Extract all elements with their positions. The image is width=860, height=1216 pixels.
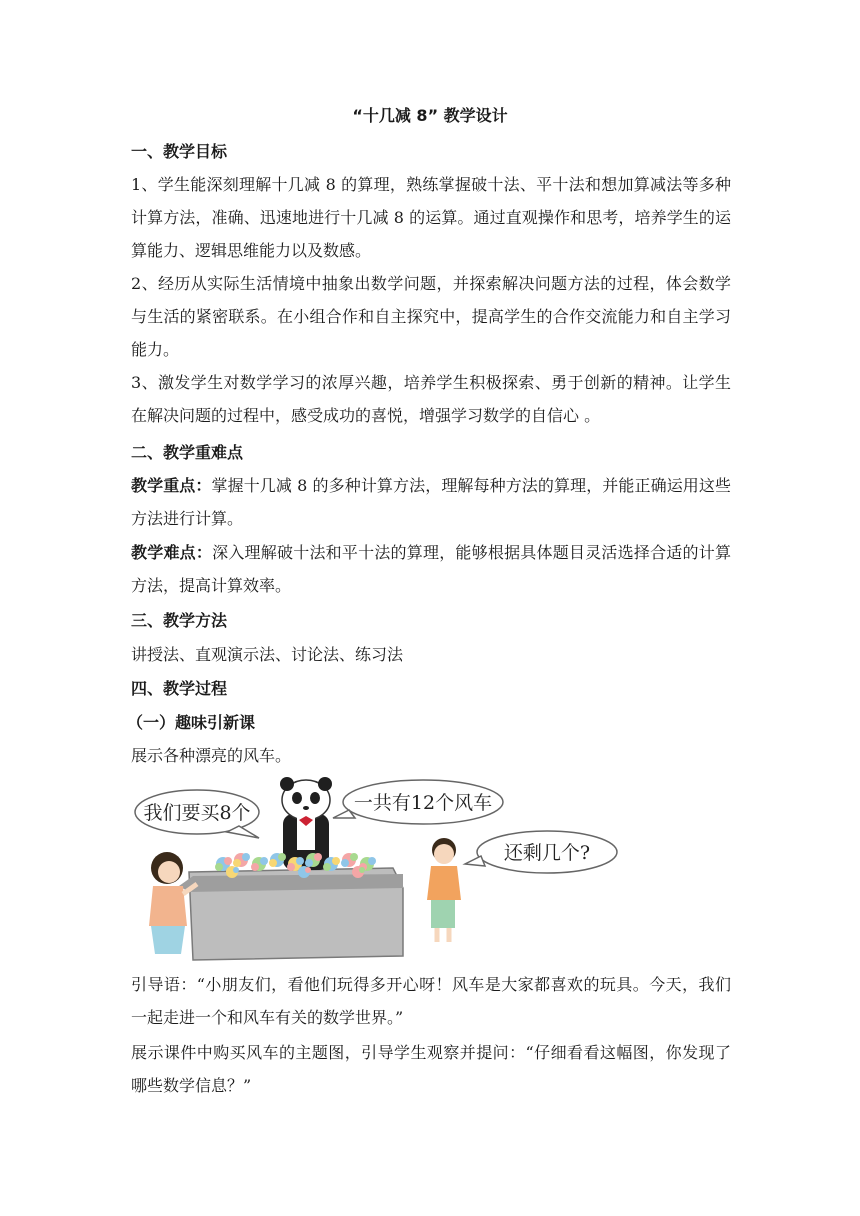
difficulty-paragraph bbox=[131, 536, 731, 602]
show-courseware-paragraph: 展示课件中购买风车的主题图，引导学生观察并提问：“仔细看看这幅图，你发现了哪些数学信息？” bbox=[131, 1043, 731, 1095]
goal-3-paragraph: 3、激发学生对数学学习的浓厚兴趣，培养学生积极探索、勇于创新的精神。让学生在解决问题的过程中，感受成功的喜悦，增强学习数学的自信心 。 bbox=[131, 373, 731, 425]
show-windmills-text: 展示各种漂亮的风车。 bbox=[131, 746, 292, 765]
section-heading-process: 四、教学过程 bbox=[131, 679, 228, 698]
windmill-shop-illustration bbox=[131, 776, 621, 962]
panda-figure bbox=[280, 777, 332, 870]
speech-bubble-top bbox=[333, 780, 503, 824]
guide-paragraph: 引导语：“小朋友们，看他们玩得多开心呀！风车是大家都喜欢的玩具。今天，我们一起走进一个和风车有关的数学世界。” bbox=[131, 975, 731, 1027]
bubble-left-text: 我们要买8个 bbox=[143, 802, 251, 824]
key-point-text: 掌握十几减 8 的多种计算方法，理解每种方法的算理，并能正确运用这些方法进行计算。 bbox=[131, 476, 731, 528]
section-heading-goals: 一、教学目标 bbox=[131, 142, 228, 161]
goal-1-paragraph: 1、学生能深刻理解十几减 8 的算理，熟练掌握破十法、平十法和想加算减法等多种计算方法，准确、迅速地进行十几减 8 的运算。通过直观操作和思考，培养学生的运算能力、逻辑思维能力以及数感。 bbox=[131, 175, 731, 260]
speech-bubble-left bbox=[135, 790, 259, 838]
section-heading-methods: 三、教学方法 bbox=[131, 611, 228, 630]
difficulty-label: 教学难点： bbox=[131, 543, 213, 562]
difficulty-text: 深入理解破十法和平十法的算理，能够根据具体题目灵活选择合适的计算方法，提高计算效率。 bbox=[131, 543, 731, 595]
key-point-paragraph bbox=[131, 469, 731, 535]
goal-2-paragraph: 2、经历从实际生活情境中抽象出数学问题，并探索解决问题方法的过程，体会数学与生活的紧密联系。在小组合作和自主探究中，提高学生的合作交流能力和自主学习能力。 bbox=[131, 274, 731, 359]
boy-figure bbox=[427, 838, 461, 942]
subsection-heading-intro: （一）趣味引新课 bbox=[127, 713, 256, 732]
section-heading-key-points: 二、教学重难点 bbox=[131, 443, 244, 462]
bubble-top-text: 一共有12个风车 bbox=[353, 792, 493, 814]
bubble-right-text: 还剩几个? bbox=[503, 842, 591, 864]
speech-bubble-right bbox=[465, 831, 617, 873]
key-point-label: 教学重点： bbox=[131, 476, 212, 495]
document-title: “十几减 8” 教学设计 bbox=[352, 106, 508, 125]
methods-text: 讲授法、直观演示法、讨论法、练习法 bbox=[131, 645, 404, 664]
